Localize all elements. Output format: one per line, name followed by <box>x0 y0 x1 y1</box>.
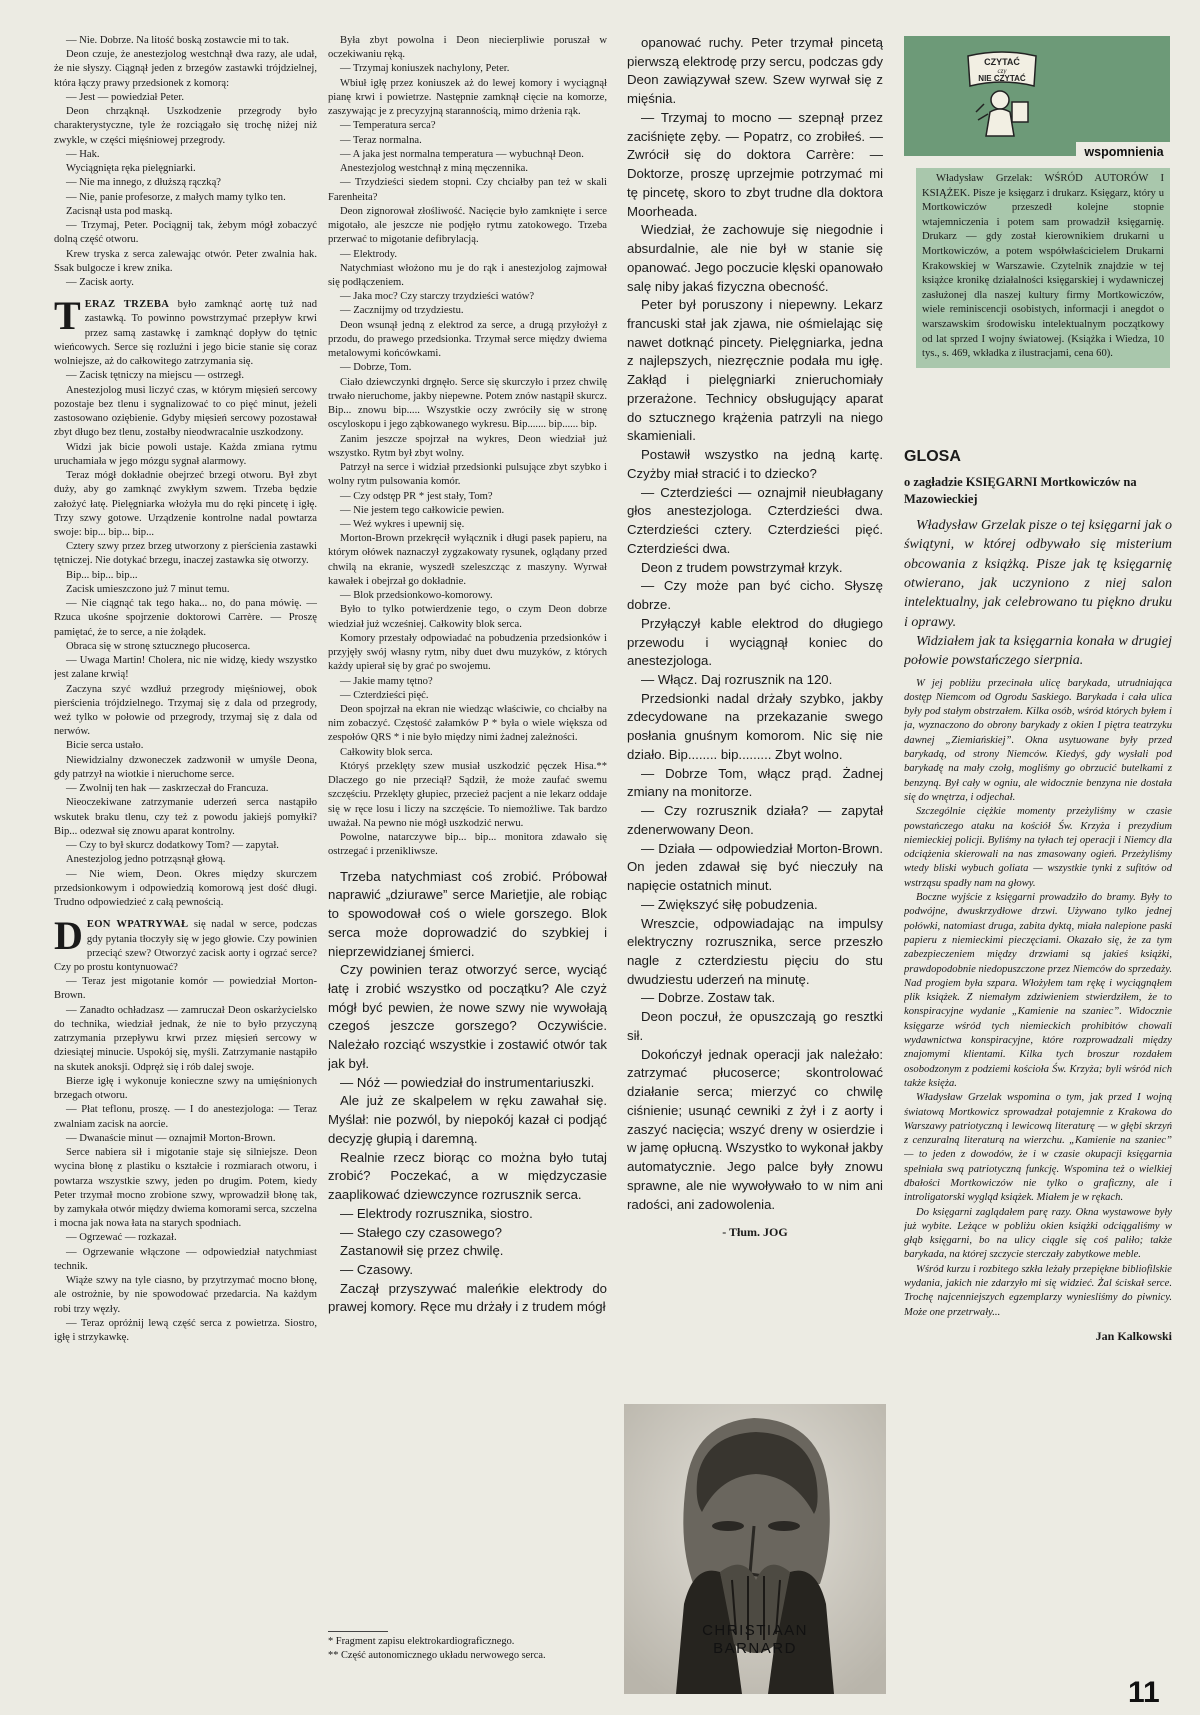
article-paragraph: — Trzymaj to mocno — szepnął przez zaciśnięte zęby. — Popatrz, co zrobiłeś. — Zwrócił się do doktora Carrère: — Doktorze, proszę uprzejmie potrzymać mi tę pincetę, skoro to zbyt trudne dla doktora Moorheada. <box>627 109 883 219</box>
glosa-lead-2: Widziałem jak ta księgarnia konała w drugiej połowie powstańczego sierpnia. <box>904 633 1172 669</box>
signature: Jan Kalkowski <box>1095 1328 1172 1343</box>
article-paragraph: Zacisk umieszczono już 7 minut temu. <box>66 583 230 595</box>
book-note-text: Władysław Grzelak: WŚRÓD AUTORÓW I KSIĄŻEK. Pisze je księgarz i drukarz. Księgarz, który u Mortkowiczów przeszedł kolejne stopnie wtajemniczenia i potem sam prowadził księgarnię. Drukarz — gdy został kierownikiem drukarni u Mortkowiczów, a potem współwłaścicielem Drukarni Krakowskiej w Warszawie. Czytelnik znajdzie w tej książce kronikę działalności księgarskiej i wydawniczej zasłużonej dla naszej kultury firmy Mortkowiczów, wiele reminiscencji osobistych, informacji i anegdot o warszawskim środowisku intelektualnym początkowy od lat sprzed I wojny światowej. (Książka i Wiedza, 10 tys., s. 469, wkładka z ilustracjami, cena 60). <box>922 173 1164 360</box>
article-paragraph: Krew tryska z serca zalewając otwór. Peter zwalnia hak. Ssak bulgocze i krew znika. <box>54 248 317 274</box>
section-paragraph-deon <box>54 913 317 975</box>
article-paragraph: Zanim jeszcze spojrzał na wykres, Deon wiedział już wszystko. Rytm był zbyt wolny. <box>328 433 607 459</box>
article-paragraph: — Temperatura serca? <box>340 120 436 132</box>
article-paragraph: Zacisnął usta pod maską. <box>66 205 173 217</box>
article-paragraph: — Elektrody rozrusznika, siostro. <box>340 1205 533 1221</box>
caption-line-2: BARNARD <box>713 1639 797 1657</box>
article-paragraph: — Włącz. Daj rozrusznik na 120. <box>641 671 833 687</box>
article-paragraph: Wreszcie, odpowiadając na impulsy elektryczny rozrusznika, serce przeszło nagle z czterdziestu pięciu do stu dwudziestu uderzeń na minutę. <box>627 915 883 987</box>
footnote-rule <box>328 1631 388 1632</box>
article-paragraph: — Jest — powiedział Peter. <box>66 91 184 103</box>
article-paragraph: Dokończył jednak operacji jak należało: zatrzymać płucoserce; skontrolować działanie serca; mierzyć co chwilę ciśnienie; usunąć cewniki z żył i z aorty i zaszyć nacięcia; wszyć dreny w osierdzie i w jamę opłucną. Wszystko to wykonał jakby automatycznie. Jego palce były znowu sprawne, ale nie wywoływało to w nim ani radości, ani zadowolenia. <box>627 1046 883 1212</box>
logo-word-3: NIE CZYTAĆ <box>978 74 1026 83</box>
article-paragraph: Natychmiast włożono mu je do rąk i anestezjolog zajmował się podłączeniem. <box>328 262 607 288</box>
glosa-lead: Władysław Grzelak pisze o tej księgarni jak o świątyni, w której odbywało się misterium obcowania z książką. Pisze jak tę księgarnię otwierano, jak uczyniono z niej salon intelektualny, jak celebrowano tu piękno druku i oprawy. <box>904 518 1172 630</box>
article-paragraph: opanować ruchy. Peter trzymał pincetą pierwszą elektrodę przy sercu, podczas gdy Deon zawiązywał szew. Szew wyrwał się z mięśnia. <box>627 35 883 107</box>
article-paragraph: — Nie. Dobrze. Na litość boską zostawcie mi to tak. <box>66 35 289 46</box>
article-paragraph: Serce nabiera sił i migotanie staje się silniejsze. Deon wycina błonę z plastiku o kształcie i rozmiarach otworu, i powtarza wszystkie szwy, jeden po drugim. Potem, kiedy Peter trzymał mocno zrobione szwy, wprowadził błonę tak, by zamykała otwór między dwiema komorami serca, szczelna i mocna jak nowa łata na starych spodniach. <box>54 1147 317 1230</box>
article-paragraph: Szczególnie ciężkie momenty przeżyliśmy w czasie powstańczego ataku na kościół Św. Krzyża i prezydium niemieckiej policji. Byliśmy na tyłach tej operacji i Niemcy dla odciążenia skierowali na nas zmasowany ogień. Przeżyliśmy wtedy bliski wybuch goliata — wszystkie tynki z sufitów od wstrząsu spadły nam na głowy. <box>904 806 1172 889</box>
book-note-box <box>916 168 1170 368</box>
article-paragraph: Wbiuł igłę przez koniuszek aż do lewej komory i wyciągnął pianę krwi i powietrze. Następnie zamknął cięcie na komorze, zaszywając je z precyzyjną starannością, mimo drżenia rąk. <box>328 77 607 118</box>
article-paragraph: Któryś przeklęty szew musiał uszkodzić pęczek Hisa.** Dlaczego go nie przeciął? Sądził, że może zaufać swemu szczęściu. Przeklęty głupiec, przecież pacjent a nie lekarz oddaje się w ręce losu i liczy na szczęście. To niemożliwe. Tak bardzo uważał. Na pewno nie mógł uszkodzić nerwu. <box>328 760 607 829</box>
article-paragraph: — Trzymaj koniuszek nachylony, Peter. <box>340 63 510 75</box>
footnote-2: ** Część autonomicznego układu nerwowego serca. <box>328 1649 546 1661</box>
glosa-subtitle: o zagładzie KSIĘGARNI Mortkowiczów na Mazowieckiej <box>904 474 1137 506</box>
article-paragraph: — Czy rozrusznik działa? — zapytał zdenerwowany Deon. <box>627 803 883 837</box>
article-paragraph: — Stałego czy czasowego? <box>340 1224 502 1240</box>
article-paragraph: Morton-Brown przekręcił wyłącznik i długi pasek papieru, na którym ołówek naznaczył zygzakowaty rysunek, oglądany przed chwilą na ekranie, wyszedł szeleszcząc z maszyny. Wyrwał kawałek i obejrzał go dokładnie. <box>328 533 607 587</box>
article-paragraph: Bicie serca ustało. <box>66 740 144 752</box>
article-paragraph: Ciało dziewczynki drgnęło. Serce się skurczyło i przez chwilę trwało nieruchome, jakby niepewne. Potem znów nastąpił skurcz. Bip... znowu bip..... Wszystkie oczy zwróciły się w stronę oscyloskopu i jego ząbkowanego wykresu. Bip....... bip...... bip. <box>328 376 607 431</box>
article-paragraph: Było to tylko potwierdzenie tego, o czym Deon dobrze wiedział już wcześniej. Całkowity blok serca. <box>328 604 607 630</box>
article-paragraph: — Czy może pan być cicho. Słyszę dobrze. <box>627 578 883 613</box>
article-paragraph: Niewidzialny dzwoneczek zadzwonił w umyśle Deona, gdy patrzył na wiotkie i nieruchome serce. <box>54 754 317 780</box>
article-paragraph: Trzeba natychmiast coś zrobić. Próbował naprawić „dziurawe” serce Marietjie, ale robiąc to spowodował coś o wiele gorszego. Blok serca może doprowadzić do szybkiej i nieprzewidzianej śmierci. <box>328 868 607 959</box>
article-paragraph: W jej pobliżu przecinała ulicę barykada, utrudniająca dostęp Niemcom od Ogrodu Saskiego. Barykada i cała ulica były pod stałym obstrzałem. Kilka osób, wśród których byłem i ja, wyznaczono do obrony barykady z okien I piętra teatrzyku dawnej „Ziemiańskiej”. Okna usytuowane były przed barykadą, od strony Niemców. Kiedyś, gdy wysłali pod barykadę na mały czołg, mogliśmy go obrzucić butelkami z benzyną. Był cały w ogniu, ale widocznie benzyna nie dostała się do wnętrza, i odjechał. <box>904 677 1172 803</box>
article-paragraphs-1b <box>54 369 317 910</box>
article-column-3 <box>627 34 883 1634</box>
article-paragraph: — Nie ciągnąć tak tego haka... no, do pana mówię. — Rzuca ukośne spojrzenie doktorowi Carrère. — Proszę pamiętać, że to serce, a nie żołądek. <box>54 598 317 638</box>
article-paragraph: Powolne, natarczywe bip... bip... monitora zdawało się ostrzegać i przenikliwsze. <box>328 832 607 858</box>
glosa-title: GLOSA <box>904 448 961 465</box>
article-paragraph: Deon spojrzał na ekran nie wiedząc właściwie, co chciałby na nim zobaczyć. Częstość załamków P * była o wiele większa od zespołów QRS * i nie było między nimi żadnej zależności. <box>328 704 607 744</box>
article-paragraphs-1c <box>54 975 317 1345</box>
article-paragraph: Nieoczekiwane zatrzymanie uderzeń serca nastąpiło wskutek braku tlenu, czy też z powodu jakiejś pomyłki? Bip... odezwał się znowu aparat kontrolny. <box>54 797 317 837</box>
lead-words-teraz: ERAZ TRZEBA <box>84 299 170 311</box>
page-number: 11 <box>1128 1676 1160 1709</box>
article-paragraph: — Hak. <box>66 148 100 160</box>
article-paragraphs-2a <box>328 34 607 860</box>
article-paragraph: Deon chrząknął. Uszkodzenie przegrody było charakterystyczne, tyle że rozciągało się trochę niżej niż zwykle, w części mięśniowej przegrody. <box>54 106 317 146</box>
article-paragraph: — Nie ma innego, z dłuższą rączką? <box>66 177 222 189</box>
article-paragraph: Peter był poruszony i niepewny. Lekarz francuski stał jak zjawa, nie ośmielając się nawet dotknąć pincety. Pielęgniarka, jedna z najlepszych, niezręcznie podała mu igłę. Zakłąd i pielęgniarki znieruchomiały przerażone. Technicy obsługujący aparat do sztucznego krążenia patrzyli na niego skamieniali. <box>627 297 883 444</box>
article-paragraph: — Zwolnij ten hak — zaskrzeczał do Francuza. <box>66 783 269 795</box>
article-paragraph: Przedsionki nadal drżały szybko, jakby zdecydowane na przekazanie swego posłania gnuśnym komorom. Nic się nie działo. Bip........ bip......... Zbyt wolno. <box>627 690 883 762</box>
article-paragraph: Teraz mógł dokładnie obejrzeć brzegi otworu. Był zbyt duży, aby go zamknąć zwykłym szwem. Trzeba będzie założyć łatę. Pielęgniarka włożyła mu do ręki pincetę i igłę. Trzy szwy gotowe. Urządzenie kontrolne nadal powtarza swoje: bip... bip... bip... <box>54 470 317 538</box>
drop-cap-d: D <box>54 913 83 959</box>
article-paragraph: — Trzydzieści siedem stopni. Czy chciałby pan też w skali Farenheita? <box>328 177 607 203</box>
article-paragraph: Była zbyt powolna i Deon niecierpliwie poruszał w oczekiwaniu ręką. <box>328 35 607 61</box>
lead-words-deon: EON WPATRYWAŁ <box>86 919 189 931</box>
article-paragraph: — Weź wykres i upewnij się. <box>340 518 465 530</box>
article-paragraph: — Ogrzewać — rozkazał. <box>66 1232 177 1244</box>
article-paragraphs-1a <box>54 34 317 290</box>
article-paragraph: — Czy to był skurcz dodatkowy Tom? — zapytał. <box>66 840 279 852</box>
article-paragraph: — Dobrze, Tom. <box>340 362 412 374</box>
footnote-1: * Fragment zapisu elektrokardiograficznego. <box>328 1636 515 1647</box>
article-paragraph: — A jaka jest normalna temperatura — wybuchnął Deon. <box>340 148 584 160</box>
article-paragraph: — Dobrze Tom, włącz prąd. Żadnej zmiany na monitorze. <box>627 765 883 800</box>
article-paragraph: — Nie, panie profesorze, z małych mamy tylko ten. <box>66 191 286 203</box>
paragraph-text: się nadal w serce, podczas gdy pytania tłoczyły się w jego głowie. Czy powinien przeciąć szew? Otworzyć zacisk aorty i ogrzać serce? Czy po prostu kontynuować? <box>54 919 317 973</box>
article-paragraphs-2b <box>328 868 607 1318</box>
article-paragraph: — Zacznijmy od trzydziestu. <box>340 305 464 317</box>
logo-word-1: CZYTAĆ <box>984 57 1020 67</box>
article-paragraph: — Czy odstęp PR * jest stały, Tom? <box>340 490 493 502</box>
article-paragraph: — Elektrody. <box>340 248 397 260</box>
article-paragraph: Deon poczuł, że opuszczają go resztki sił. <box>627 1009 883 1043</box>
article-paragraph: — Teraz opróżnij lewą część serca z powietrza. Siostro, igłę i strzykawkę. <box>54 1317 317 1344</box>
article-paragraph: — Dobrze. Zostaw tak. <box>641 990 776 1006</box>
article-paragraph: Realnie rzecz biorąc co można było tutaj zrobić? Poczekać, a w międzyczasie zaaplikować dziewczynce rozrusznik serca. <box>328 1149 607 1203</box>
article-column-1 <box>54 34 317 1684</box>
article-paragraph: — Czterdzieści pięć. <box>340 689 429 701</box>
czytac-logo <box>962 48 1042 140</box>
article-paragraph: — Działa — odpowiedział Morton-Brown. On jeden zdawał się być nieczuły na napięcie ostatnich minut. <box>627 840 883 894</box>
article-paragraph: — Teraz normalna. <box>340 134 422 146</box>
article-paragraph: Cztery szwy przez brzeg utworzony z pierścienia zastawki tętniczej. Nie dotykać brzegu, inaczej zastawka się otworzy. <box>54 541 317 567</box>
article-paragraph: — Teraz jest migotanie komór — powiedział Morton-Brown. <box>54 976 317 1002</box>
translator-credit: - Tłum. JOG <box>722 1225 788 1240</box>
article-paragraph: Przyłączył kable elektrod do długiego przewodu i wyciągnął koniec do anestezjologa. <box>627 615 883 669</box>
photo-caption <box>624 1622 886 1657</box>
article-paragraph: Postawił wszystko na jedną kartę. Czyżby miał stracić i to dziecko? <box>627 447 883 481</box>
article-paragraph: — Nie jestem tego całkowicie pewien. <box>340 504 505 516</box>
article-paragraph: Ale już ze skalpelem w ręku zawahał się. Myślał: nie pozwól, by niepokój kazał ci podjąć decyzję głupią i daremną. <box>328 1093 607 1146</box>
article-paragraph: — Nie wiem, Deon. Okres między skurczem przedsionkowym i odpowiedzią komorową jest dość długi. Trudno odpowiedzieć z całą pewnością. <box>54 868 317 909</box>
article-paragraph: — Blok przedsionkowo-komorowy. <box>340 590 493 602</box>
reader-logo-icon <box>962 48 1042 140</box>
article-paragraph: Bip... bip... bip... <box>66 569 138 581</box>
article-column-2 <box>328 34 607 1684</box>
article-paragraphs-3 <box>627 34 883 1214</box>
section-paragraph-teraz <box>54 293 317 369</box>
article-paragraph: — Uwaga Martin! Cholera, nic nie widzę, kiedy wszystko jest zalane krwią! <box>54 655 317 681</box>
article-paragraph: Zaczyna szyć wzdłuż przegrody mięśniowej, obok pierścienia trójdzielnego. Trzymaj się z dala od przegrody, weź tylko w połowie od przegrody, trzymaj się z dala od nerwów. <box>54 683 317 738</box>
article-paragraph: Wyciągnięta ręka pielęgniarki. <box>66 163 196 175</box>
article-paragraph: — Płat teflonu, proszę. — I do anestezjologa: — Teraz zwalniam zacisk na aorcie. <box>54 1104 317 1130</box>
article-paragraph: Komory przestały odpowiadać na pobudzenia przedsionków i przyjęły swój własny rytm, niby duet dwu muzyków, z których każdy upierał się by grać po swojemu. <box>328 632 607 673</box>
article-paragraph: Wiedział, że zachowuje się niegodnie i absurdalnie, ale nie był w stanie się opanować. Jego poczucie klęski opanowało salę niby jakaś fizyczna obecność. <box>627 222 883 294</box>
article-paragraph: Zaczął przyszywać maleńkie elektrody do prawej komory. Ręce mu drżały i z trudem mógł <box>328 1280 607 1315</box>
article-paragraph: Boczne wyjście z księgarni prowadziło do bramy. Były to podwójne, dwuskrzydłowe drzwi. Używano tylko jednej połówki, natomiast druga, zabita dyktą, miała nalepione paski papieru z niemieckimi pieczęciami. Okazało się, że za tym zabezpieczeniem między drzwiami są jakieś książki, prawdopodobnie niedopuszczone przez Niemców do sprzedaży. Nad progiem była szpara. Włożyłem tam rękę i wyciągnąłem plik książek. Z niemałym zdziwieniem stwierdziłem, że to konspiracyjne wydanie „Kamienie na szaniec”. Widocznie księgarze wśród tych niemieckich prohibitów chowali wydawnictwa konspiracyjne, które rozprowadzali między znajomymi klientami. Kilka tych broszur rozdałem osobodzonym z podziemi kościoła Św. Krzyża; byli wśród nich także księża. <box>904 892 1172 1089</box>
article-paragraph: — Trzymaj, Peter. Pociągnij tak, żebym mógł zobaczyć dolną część otworu. <box>54 220 317 246</box>
article-paragraph: — Czasowy. <box>340 1262 414 1278</box>
paragraph-text: było zamknąć aortę tuż nad zastawką. To powinno powstrzymać przepływ krwi przez samą zastawkę i zamknąć dopływ do tętnic wieńcowych. Serce się rozluźni i jego bicie stanie się coraz wolniejsze, aż do całkowitego zatrzymania się. <box>54 299 317 368</box>
article-paragraph: Bierze igłę i wykonuje konieczne szwy na umięśnionych brzegach otworu. <box>54 1075 317 1102</box>
article-paragraph: — Zacisk tętniczy na miejscu — ostrzegł. <box>66 370 244 382</box>
article-paragraph: — Jaka moc? Czy starczy trzydzieści watów? <box>340 291 535 303</box>
article-paragraph: — Dwanaście minut — oznajmił Morton-Brown. <box>66 1132 276 1144</box>
article-paragraph: Władysław Grzelak wspomina o tym, jak przed I wojną światową Mortkowicz sprowadzał potajemnie z Krakowa do Warszawy patriotyczną i lewicową literaturę — w głębi skrzyń z cenzuralną literaturą na wierzchu. „Kamienie na szaniec” — to jeden z dowodów, że i w czasie okupacji księgarnia spełniała swą patriotyczną funkcję. Wspomina też o wielkiej dbałości Mortkowiczów nie tylko o graficzny, ale i introligatorski wygląd książek. Miałem je w rękach. <box>904 1092 1172 1204</box>
article-paragraph: — Nóż — powiedział do instrumentariuszki. <box>340 1074 595 1090</box>
glosa-paragraphs <box>904 677 1172 1320</box>
article-paragraph: Deon zignorował złośliwość. Nacięcie było zamknięte i serce migotało, ale jeszcze nie podjęło rytmu zatokowego. Trzeba przerwać to migotanie defibrylacją. <box>328 205 607 246</box>
footnotes <box>328 1631 607 1662</box>
article-paragraph: Wiąże szwy na tyle ciasno, by przytrzymać mocno błonę, ale ostrożnie, by nie spowodować przedarcia. Na każdym robi trzy węzły. <box>54 1275 317 1315</box>
logo-word-2: czy <box>997 67 1007 75</box>
article-paragraph: Widzi jak bicie powoli ustaje. Każda zmiana rytmu uruchamiała w jego mózgu sygnał alarmowy. <box>54 441 317 467</box>
article-paragraph: Obraca się w stronę sztucznego płucoserca. <box>66 640 251 652</box>
article-paragraph: Deon z trudem powstrzymał krzyk. <box>641 559 843 575</box>
article-paragraph: Czy powinien teraz otworzyć serce, wyciąć łatę i zrobić wszystko od początku? Ale czyż mógł być pewien, że nowe szwy nie wywołają czegoś jeszcze gorszego? Oczywiście. Należało rozciąć wszystkie i zostawić otwór tak jak był. <box>328 962 607 1071</box>
article-paragraph: — Czterdzieści — oznajmił nieubłagany głos anestezjologa. Czterdzieści dwa. Czterdzieści cztery. Czterdzieści pięć. Czterdzieści dwa. <box>627 484 883 556</box>
article-paragraph: Deon wsunął jedną z elektrod za serce, a drugą przyłożył z przodu, do prawego przedsionka. Trzymał serce między dwiema metalowymi końcówkami. <box>328 319 607 360</box>
article-paragraph: — Zacisk aorty. <box>66 276 134 288</box>
caption-line-1: CHRISTIAAN <box>702 1622 808 1639</box>
article-paragraph: Deon czuje, że anestezjolog westchnął dwa razy, ale udał, że nie słyszy. Ciągnął jeden z brzegów zastawki trójdzielnej, która łączy prawy przedsionek z komorą: <box>54 49 317 89</box>
article-paragraph: Wśród kurzu i rozbitego szkła leżały przepiękne bibliofilskie wydania, jakich nie zdarzyło mi się widzieć. Żal ściskał serce. Trochę najcenniejszych egzemplarzy wyniesliśmy do piwnicy. Może one przetrwały... <box>904 1263 1172 1318</box>
article-paragraph: — Zwiększyć siłę pobudzenia. <box>641 896 818 912</box>
drop-cap-t: T <box>54 293 81 339</box>
section-label-wspomnienia: wspomnienia <box>1076 142 1172 162</box>
article-paragraph: Anestezjolog jedno potrząsnął głową. <box>66 854 226 866</box>
article-paragraph: — Ogrzewanie włączone — odpowiedział natychmiast technik. <box>54 1246 317 1272</box>
article-paragraph: Do księgarni zaglądałem parę razy. Okna wystawowe były już wybite. Leżące w pobliżu okien książki odciągaliśmy w głąb księgarni, bo na ulicy ciągle się coś paliło; także barykada, na której szczycie sterczały zabytkowe meble. <box>904 1206 1172 1261</box>
article-paragraph: Patrzył na serce i widział przedsionki pulsujące zbyt szybko i wolny rytm pulsowania komór. <box>328 462 607 488</box>
article-paragraph: Anestezjolog westchnął z miną męczennika. <box>340 163 528 175</box>
article-paragraph: — Jakie mamy tętno? <box>340 675 433 687</box>
article-paragraph: Zastanowił się przez chwilę. <box>340 1243 504 1259</box>
article-paragraph: — Zanadto ochładzasz — zamruczał Deon oskarżycielsko do technika, wiedział jednak, że nie to było przyczyną zatrzymania przepływu krwi przez mięsień sercowy w dziesiątej minucie. Uspokój się, myśli. Zatrzymanie nastąpiło na skutek anoksji. Odpręż się i rób dalej swoje. <box>54 1004 317 1073</box>
article-column-glosa <box>904 440 1172 1680</box>
article-paragraph: Całkowity blok serca. <box>340 746 433 758</box>
article-paragraph: Anestezjolog musi liczyć czas, w którym mięsień sercowy pozostaje bez tlenu i sygnalizować to co pięć minut, jeżeli zastosowano oziębienie. Gdyby mięsień sercowy pozostawał zbyt długo bez tlenu, zostałby nieodwracalnie uszkodzony. <box>54 384 317 439</box>
